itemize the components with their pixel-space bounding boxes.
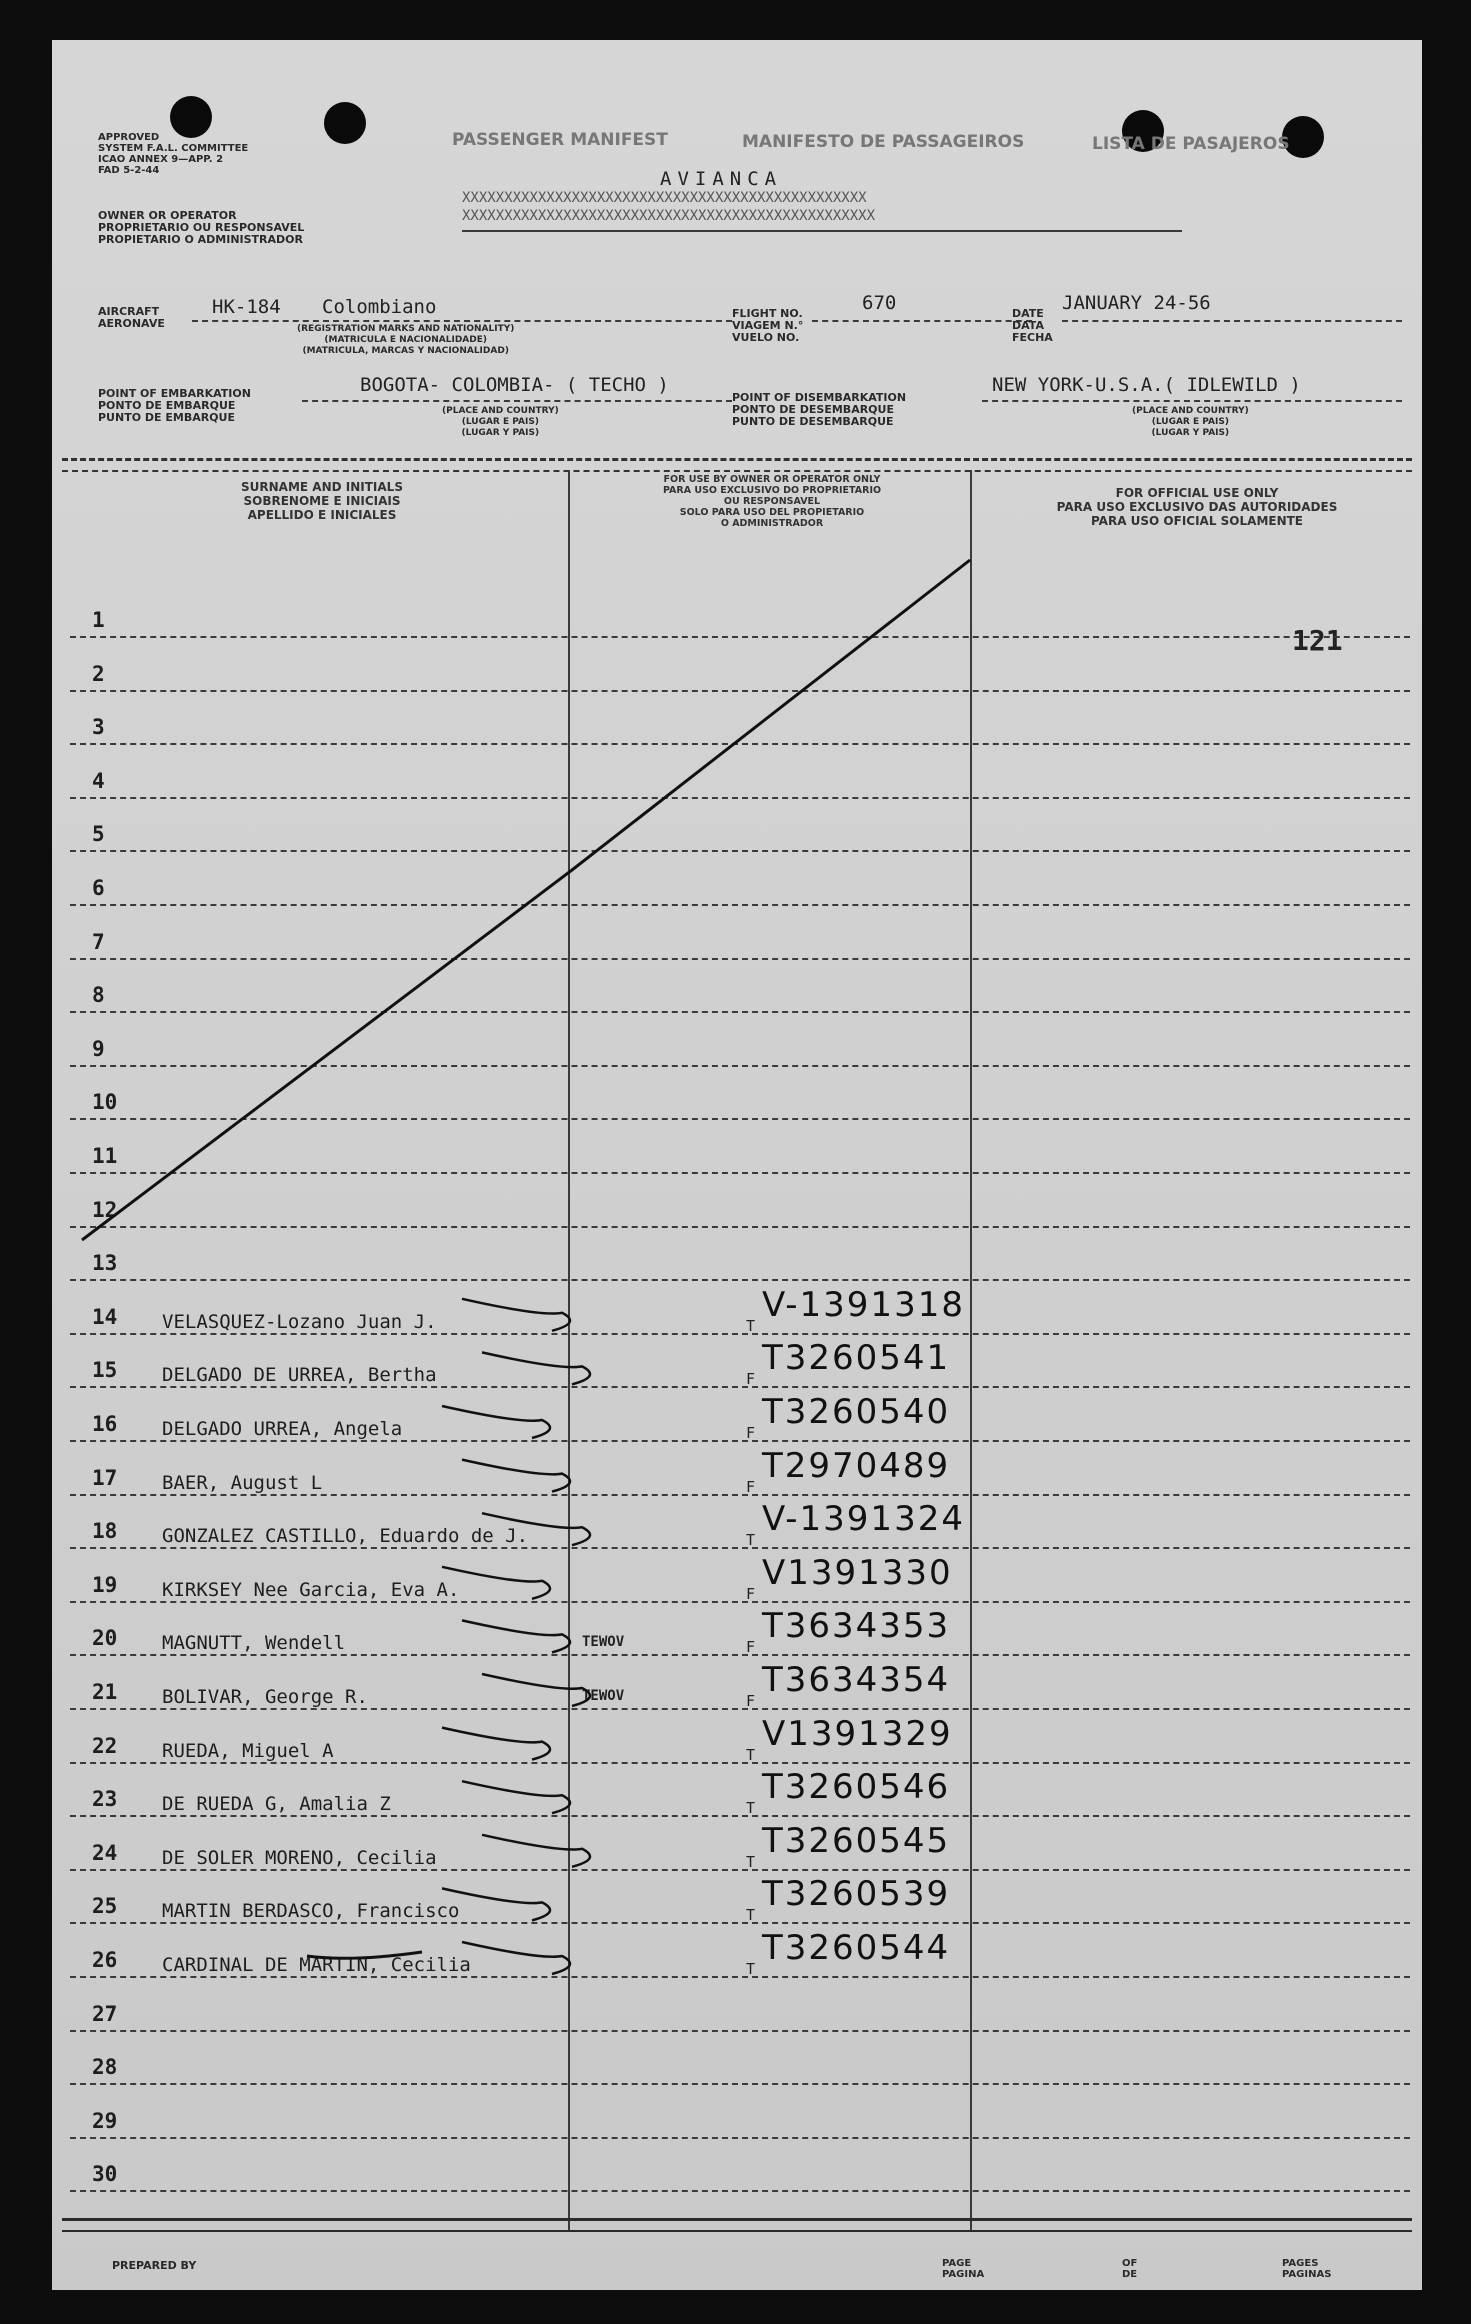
surname-column-header: SURNAME AND INITIALS SOBRENOME E INICIAIS APELLIDO E INICIALES <box>241 480 403 522</box>
row-number: 27 <box>92 2001 118 2026</box>
status-letter: F <box>746 1584 756 1603</box>
of-label: OF DE <box>1122 2258 1138 2280</box>
status-letter: T <box>746 1906 756 1925</box>
check-mark <box>462 1942 570 1974</box>
row-number: 6 <box>92 876 105 900</box>
embarkation-label: POINT OF EMBARKATION PONTO DE EMBARQUE PUNTO DE EMBARQUE <box>98 387 251 424</box>
check-mark <box>442 1728 550 1760</box>
status-letter: T <box>746 1960 756 1978</box>
owner-value: AVIANCA <box>660 168 783 190</box>
flight-label: FLIGHT NO. VIAGEM N.° VUELO NO. <box>732 307 804 344</box>
check-mark <box>462 1299 570 1331</box>
passenger-name: DE RUEDA G, Amalia Z <box>162 1793 391 1816</box>
owner-use-column-header: FOR USE BY OWNER OR OPERATOR ONLY PARA USO EXCLUSIVO DO PROPRIETARIO OU RESPONSAVEL SOLO PARA USO DEL PROPIETARIO O ADMINISTRADOR <box>662 474 882 529</box>
check-mark <box>462 1620 570 1652</box>
row-number: 17 <box>92 1465 118 1490</box>
passenger-name: KIRKSEY Nee Garcia, Eva A. <box>162 1578 460 1601</box>
passenger-name: DELGADO URREA, Angela <box>162 1418 403 1440</box>
passenger-name: DELGADO DE URREA, Bertha <box>162 1364 437 1387</box>
passenger-name: GONZALEZ CASTILLO, Eduardo de J. <box>162 1525 529 1548</box>
row-number: 12 <box>92 1197 118 1222</box>
status-letter: F <box>746 1638 756 1657</box>
ticket-number: T3260539 <box>762 1874 951 1915</box>
check-mark <box>482 1835 590 1867</box>
approval-text: APPROVED SYSTEM F.A.L. COMMITTEE ICAO ANNEX 9—APP. 2 FAD 5-2-44 <box>98 132 249 176</box>
ticket-number: V-1391324 <box>762 1499 965 1540</box>
row-number: 8 <box>92 983 105 1008</box>
flight-number: 670 <box>862 292 897 314</box>
aircraft-label: AIRCRAFT AERONAVE <box>98 305 165 330</box>
ticket-number: T3634354 <box>762 1660 951 1700</box>
row-number: 13 <box>92 1251 118 1276</box>
row-number: 5 <box>92 822 105 847</box>
ticket-number: T3260540 <box>762 1392 951 1432</box>
status-letter: F <box>746 1424 756 1442</box>
row-number: 1 <box>92 608 105 632</box>
status-letter: T <box>746 1745 756 1764</box>
prepared-by-label: PREPARED BY <box>112 2259 197 2272</box>
row-number: 23 <box>92 1787 118 1812</box>
page-label: PAGE PAGINA <box>942 2258 985 2280</box>
passenger-name: VELASQUEZ-Lozano Juan J. <box>162 1310 437 1333</box>
row-number: 15 <box>92 1358 118 1383</box>
passenger-name: CARDINAL DE MARTIN, Cecilia <box>162 1954 471 1976</box>
disembarkation-sublabel: (PLACE AND COUNTRY) (LUGAR E PAIS) (LUGAR Y PAIS) <box>1132 406 1249 438</box>
row-number: 4 <box>92 768 105 793</box>
ticket-number: T3260541 <box>762 1338 951 1379</box>
check-mark <box>482 1674 590 1706</box>
aircraft-registration: HK-184 <box>212 296 281 318</box>
row-number: 16 <box>92 1412 118 1436</box>
passenger-name: MAGNUTT, Wendell <box>162 1632 346 1655</box>
ticket-number: V1391329 <box>762 1713 953 1754</box>
row-number: 20 <box>92 1626 118 1651</box>
owner-code: TEWOV <box>582 1634 625 1651</box>
ticket-number: V-1391318 <box>762 1284 965 1325</box>
row-number: 11 <box>92 1144 118 1168</box>
embarkation-value: BOGOTA- COLOMBIA- ( TECHO ) <box>360 374 669 396</box>
check-mark <box>462 1460 570 1492</box>
passenger-name: BAER, August L <box>162 1471 323 1494</box>
pages-label: PAGES PAGINAS <box>1282 2258 1332 2280</box>
aircraft-nationality: Colombiano <box>322 296 437 318</box>
row-number: 7 <box>92 929 105 954</box>
official-count: 121 <box>1292 624 1343 657</box>
title-pt: MANIFESTO DE PASSAGEIROS <box>742 132 1025 152</box>
underline-mark <box>307 1952 422 1958</box>
status-letter: F <box>746 1692 756 1710</box>
status-letter: T <box>746 1531 756 1550</box>
title-en: PASSENGER MANIFEST <box>452 130 668 150</box>
check-mark <box>462 1781 570 1813</box>
row-number: 2 <box>92 661 105 686</box>
official-use-column-header: FOR OFFICIAL USE ONLY PARA USO EXCLUSIVO DAS AUTORIDADES PARA USO OFICIAL SOLAMENTE <box>1056 486 1338 528</box>
status-letter: T <box>746 1852 756 1871</box>
check-mark <box>442 1567 550 1599</box>
row-number: 22 <box>92 1733 118 1758</box>
row-number: 24 <box>92 1840 118 1865</box>
ticket-number: T3634353 <box>762 1606 951 1647</box>
row-number: 3 <box>92 715 105 740</box>
embarkation-sublabel: (PLACE AND COUNTRY) (LUGAR E PAIS) (LUGAR Y PAIS) <box>442 406 559 438</box>
row-number: 30 <box>92 2162 118 2187</box>
aircraft-sublabel: (REGISTRATION MARKS AND NATIONALITY) (MATRICULA E NACIONALIDADE) (MATRICULA, MARCAS Y NACIONALIDAD) <box>297 324 515 356</box>
disembarkation-label: POINT OF DISEMBARKATION PONTO DE DESEMBARQUE PUNTO DE DESEMBARQUE <box>732 391 907 428</box>
passenger-name: DE SOLER MORENO, Cecilia <box>162 1846 437 1869</box>
title-es: LISTA DE PASAJEROS <box>1092 134 1290 154</box>
row-number: 18 <box>92 1519 118 1544</box>
row-number: 9 <box>92 1036 105 1061</box>
check-mark <box>442 1406 550 1438</box>
owner-struck-line-1: XXXXXXXXXXXXXXXXXXXXXXXXXXXXXXXXXXXXXXXXXXXXXXXX <box>462 190 867 206</box>
ticket-number: T3260545 <box>762 1820 951 1861</box>
disembarkation-value: NEW YORK-U.S.A.( IDLEWILD ) <box>992 374 1301 396</box>
row-number: 21 <box>92 1680 118 1704</box>
passenger-name: RUEDA, Miguel A <box>162 1739 334 1762</box>
row-number: 26 <box>92 1948 118 1972</box>
status-letter: T <box>746 1799 756 1818</box>
owner-label: OWNER OR OPERATOR PROPRIETARIO OU RESPONSAVEL PROPIETARIO O ADMINISTRADOR <box>98 209 305 246</box>
passenger-name: BOLIVAR, George R. <box>162 1686 368 1708</box>
row-number: 19 <box>92 1572 118 1597</box>
check-mark <box>482 1352 590 1384</box>
row-number: 25 <box>92 1894 118 1919</box>
ticket-number: T2970489 <box>762 1445 951 1486</box>
manifest-sheet <box>52 40 1422 2290</box>
handwritten-marks <box>52 40 1422 2290</box>
cancel-slash <box>82 560 970 1240</box>
row-number: 28 <box>92 2055 118 2080</box>
row-number: 14 <box>92 1304 118 1329</box>
owner-code: TEWOV <box>582 1688 625 1704</box>
ticket-number: T3260544 <box>762 1928 951 1968</box>
status-letter: F <box>746 1477 756 1496</box>
date-label: DATE DATA FECHA <box>1012 307 1053 344</box>
row-number: 29 <box>92 2108 118 2133</box>
owner-struck-line-2: XXXXXXXXXXXXXXXXXXXXXXXXXXXXXXXXXXXXXXXXXXXXXXXXX <box>462 208 876 224</box>
date-value: JANUARY 24-56 <box>1062 292 1211 314</box>
passenger-name: MARTIN BERDASCO, Francisco <box>162 1900 460 1923</box>
check-mark <box>442 1888 550 1920</box>
status-letter: F <box>746 1370 756 1389</box>
row-number: 10 <box>92 1090 118 1115</box>
status-letter: T <box>746 1316 756 1335</box>
ticket-number: T3260546 <box>762 1767 951 1808</box>
check-mark <box>482 1513 590 1545</box>
ticket-number: V1391330 <box>762 1552 953 1593</box>
